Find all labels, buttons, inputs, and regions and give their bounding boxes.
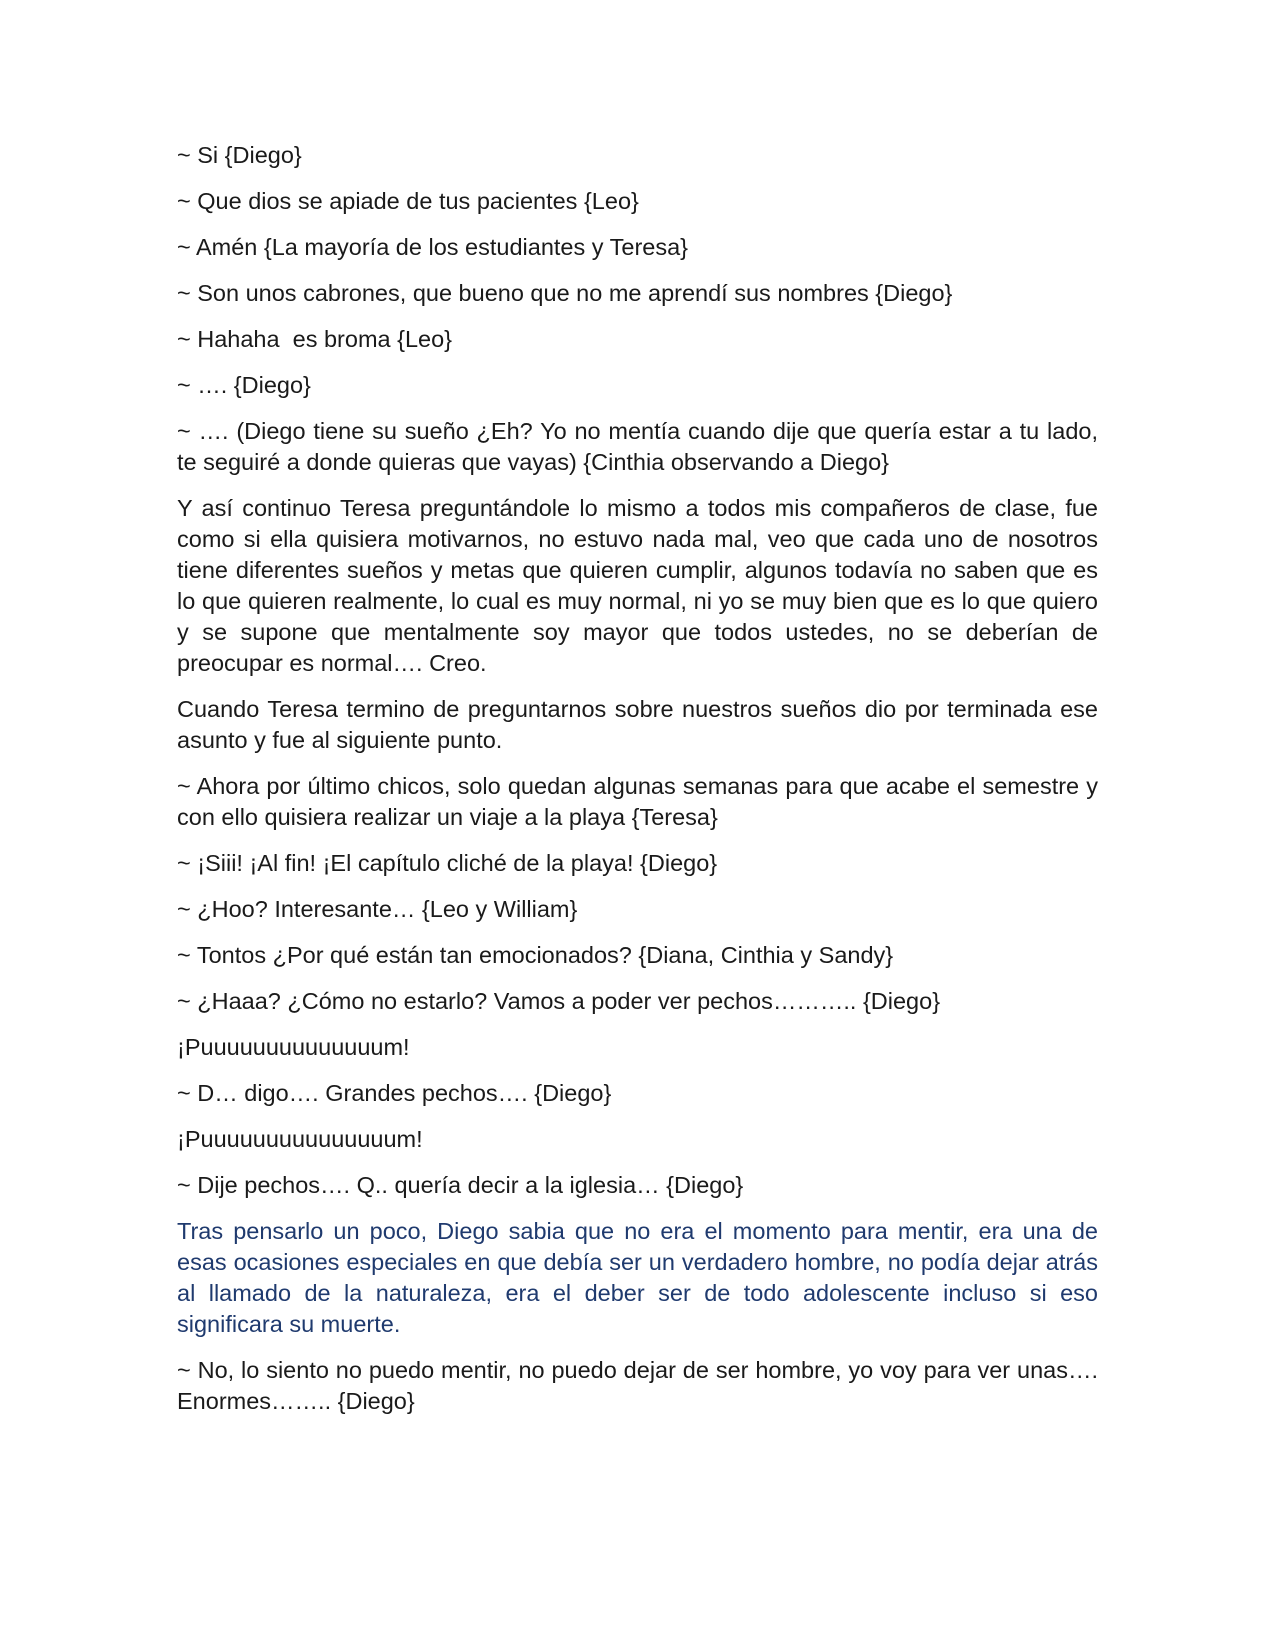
paragraph: Cuando Teresa termino de preguntarnos sobre nuestros sueños dio por terminada ese asunto y fue al siguiente punto.: [177, 696, 1098, 753]
paragraph: ~ Ahora por último chicos, solo quedan algunas semanas para que acabe el semestre y con ello quisiera realizar un viaje a la playa {Teresa}: [177, 773, 1098, 830]
paragraph: ~ Amén {La mayoría de los estudiantes y Teresa}: [177, 234, 689, 260]
paragraph: ~ …. (Diego tiene su sueño ¿Eh? Yo no mentía cuando dije que quería estar a tu lado, te seguiré a donde quieras que vayas) {Cinthia observando a Diego}: [177, 418, 1098, 475]
paragraph: ~ ¿Haaa? ¿Cómo no estarlo? Vamos a poder ver pechos……….. {Diego}: [177, 988, 941, 1014]
narration-paragraph: Tras pensarlo un poco, Diego sabia que no era el momento para mentir, era una de esas ocasiones especiales en que debía ser un verdadero hombre, no podía dejar atrás al llamado de la naturaleza, era el deber ser de todo adolescente incluso si eso significara su muerte.: [177, 1218, 1098, 1337]
paragraph: ~ ¿Hoo? Interesante… {Leo y William}: [177, 896, 578, 922]
paragraph: ¡Puuuuuuuuuuuuuum!: [177, 1034, 410, 1060]
paragraph: ~ Que dios se apiade de tus pacientes {Leo}: [177, 188, 639, 214]
paragraph: ~ Si {Diego}: [177, 142, 302, 168]
paragraph: ~ ¡Siii! ¡Al fin! ¡El capítulo cliché de la playa! {Diego}: [177, 850, 718, 876]
document-page: [177, 140, 1098, 1432]
paragraph: ~ …. {Diego}: [177, 372, 311, 398]
paragraph: Y así continuo Teresa preguntándole lo mismo a todos mis compañeros de clase, fue como si ella quisiera motivarnos, no estuvo nada mal, veo que cada uno de nosotros tiene diferentes sueños y metas que quieren cumplir, algunos todavía no saben que es lo que quieren realmente, lo cual es muy normal, ni yo se muy bien que es lo que quiero y se supone que mentalmente soy mayor que todos ustedes, no se deberían de preocupar es normal…. Creo.: [177, 495, 1098, 676]
paragraph: ¡Puuuuuuuuuuuuuuum!: [177, 1126, 423, 1152]
paragraph: ~ Hahaha es broma {Leo}: [177, 326, 453, 352]
paragraph: ~ Dije pechos…. Q.. quería decir a la iglesia… {Diego}: [177, 1172, 744, 1198]
paragraph: ~ No, lo siento no puedo mentir, no puedo dejar de ser hombre, yo voy para ver unas…. Enormes…….. {Diego}: [177, 1357, 1098, 1414]
paragraph: ~ D… digo…. Grandes pechos…. {Diego}: [177, 1080, 612, 1106]
paragraph: ~ Son unos cabrones, que bueno que no me aprendí sus nombres {Diego}: [177, 280, 953, 306]
paragraph: ~ Tontos ¿Por qué están tan emocionados? {Diana, Cinthia y Sandy}: [177, 942, 894, 968]
